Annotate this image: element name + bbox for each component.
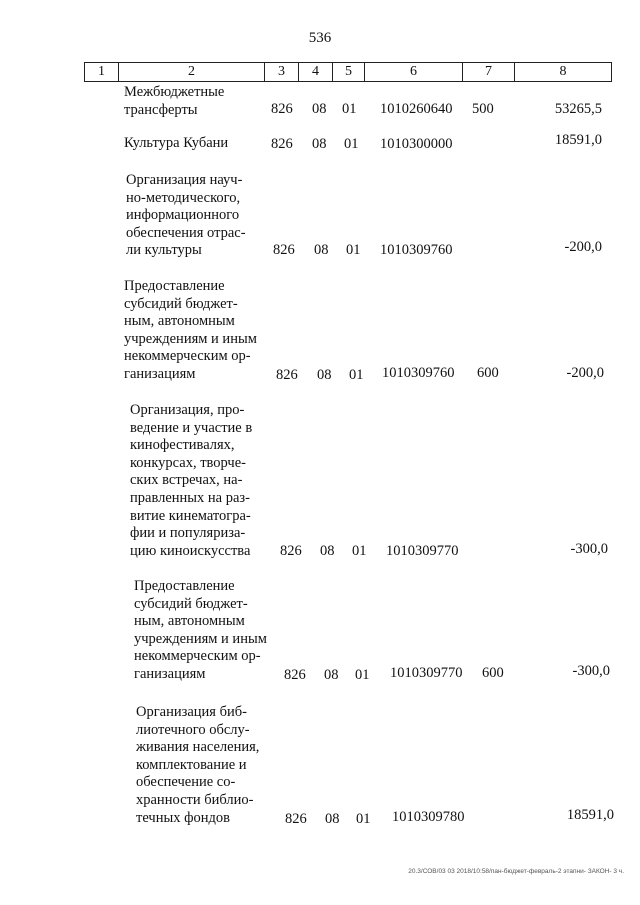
row-col-5: 01 bbox=[344, 136, 359, 152]
row-col-6: 1010300000 bbox=[380, 136, 453, 152]
row-col-5: 01 bbox=[346, 242, 361, 258]
row-col-4: 08 bbox=[324, 667, 339, 683]
row-col-4: 08 bbox=[312, 136, 327, 152]
row-col-6: 1010309760 bbox=[380, 242, 453, 258]
row-col-4: 08 bbox=[320, 543, 335, 559]
header-col-1: 1 bbox=[85, 63, 119, 81]
row-col-4: 08 bbox=[312, 101, 327, 117]
row-name: Предоставление субсидий бюджет- ным, автономным учреждениям и иным некоммерческим ор- ганизациям bbox=[134, 578, 267, 682]
row-name: Межбюджетные трансферты bbox=[124, 84, 225, 118]
row-col-6: 1010309770 bbox=[390, 665, 463, 681]
row-col-5: 01 bbox=[355, 667, 370, 683]
row-col-4: 08 bbox=[314, 242, 329, 258]
header-col-6: 6 bbox=[365, 63, 463, 81]
row-col-4: 08 bbox=[317, 367, 332, 383]
row-col-3: 826 bbox=[271, 136, 293, 152]
row-col-6: 1010309780 bbox=[392, 809, 465, 825]
row-col-3: 826 bbox=[285, 811, 307, 827]
header-col-3: 3 bbox=[265, 63, 299, 81]
row-name: Организация науч- но-методического, информационного обеспечения отрас- ли культуры bbox=[126, 172, 246, 259]
row-col-3: 826 bbox=[276, 367, 298, 383]
footer-file-path: 20.3/СОВ/03 03 2018/10:58/пан-бюджет-февраль-2 этапни- ЗАКОН- 3 ч. bbox=[408, 868, 624, 875]
row-col-6: 1010309770 bbox=[386, 543, 459, 559]
row-col-3: 826 bbox=[271, 101, 293, 117]
row-name: Организация биб- лиотечного обслу- живания населения, комплектование и обеспечение со- хранности библио- течных фондов bbox=[136, 704, 260, 826]
page-number: 536 bbox=[308, 30, 332, 46]
row-col-7: 600 bbox=[477, 365, 499, 381]
row-name: Культура Кубани bbox=[124, 135, 229, 151]
row-col-5: 01 bbox=[356, 811, 371, 827]
header-col-8: 8 bbox=[559, 64, 567, 79]
row-col-8: 53265,5 bbox=[554, 101, 602, 117]
row-col-3: 826 bbox=[284, 667, 306, 683]
row-col-6: 1010260640 bbox=[380, 101, 453, 117]
row-col-8: 18591,0 bbox=[554, 132, 602, 148]
row-col-8: 18591,0 bbox=[566, 807, 614, 823]
row-col-8: -300,0 bbox=[572, 663, 610, 679]
row-col-5: 01 bbox=[342, 101, 357, 117]
header-col-7: 7 bbox=[463, 63, 515, 81]
row-name: Предоставление субсидий бюджет- ным, автономным учреждениям и иным некоммерческим ор- ганизациям bbox=[124, 278, 257, 382]
row-col-5: 01 bbox=[352, 543, 367, 559]
row-col-3: 826 bbox=[273, 242, 295, 258]
row-col-7: 500 bbox=[472, 101, 494, 117]
row-col-3: 826 bbox=[280, 543, 302, 559]
row-col-5: 01 bbox=[349, 367, 364, 383]
header-col-5: 5 bbox=[333, 63, 365, 81]
table-header bbox=[84, 62, 612, 82]
row-col-6: 1010309760 bbox=[382, 365, 455, 381]
row-col-8: -200,0 bbox=[566, 365, 604, 381]
row-name: Организация, про- ведение и участие в кинофестивалях, конкурсах, творче- ских встречах, на- правленных на раз- витие кинематогра- фии и популяриза- цию киноискусства bbox=[130, 402, 253, 559]
row-col-8: -300,0 bbox=[570, 541, 608, 557]
row-col-4: 08 bbox=[325, 811, 340, 827]
header-col-2: 2 bbox=[119, 63, 265, 81]
row-col-8: -200,0 bbox=[564, 239, 602, 255]
header-col-4: 4 bbox=[299, 63, 333, 81]
row-col-7: 600 bbox=[482, 665, 504, 681]
